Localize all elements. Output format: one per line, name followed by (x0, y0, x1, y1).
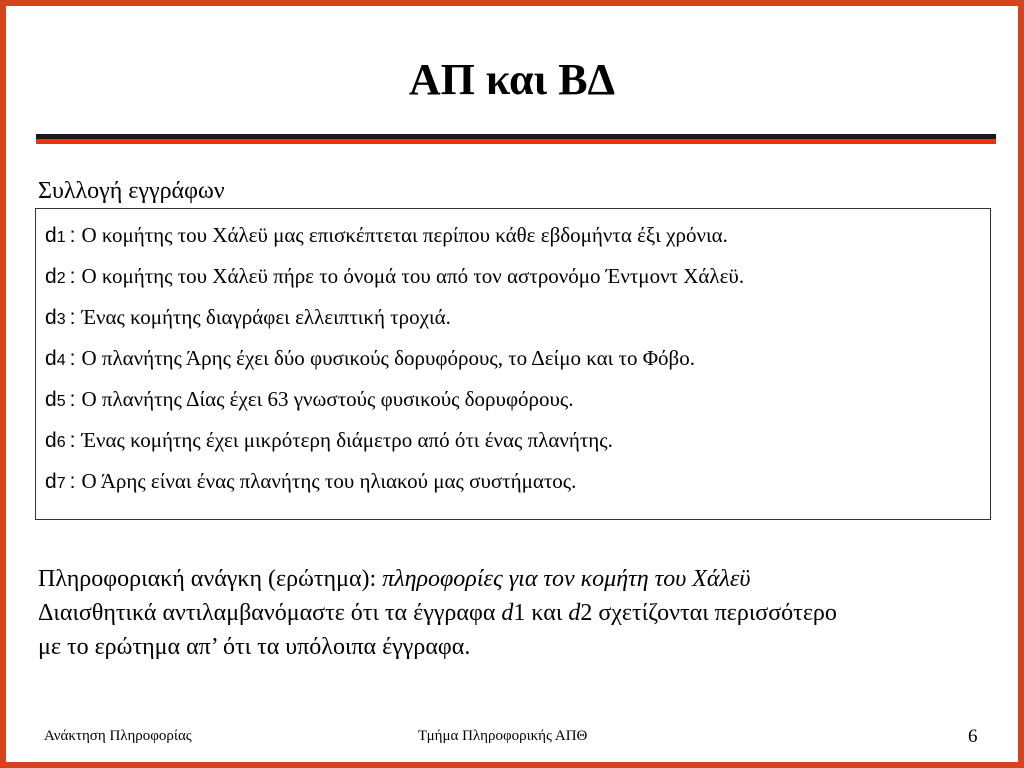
document-text: Ο κομήτης του Χάλεϋ μας επισκέπτεται περίπου κάθε εβδομήντα έξι χρόνια. (81, 223, 728, 247)
documents-box (35, 208, 991, 520)
document-row: d5 : Ο πλανήτης Δίας έχει 63 γνωστούς φυσικούς δορυφόρους. (45, 387, 574, 411)
info-need-label: Πληροφοριακή ανάγκη (ερώτημα): (38, 566, 383, 592)
title-rule-red (36, 139, 996, 144)
document-row: d6 : Ένας κομήτης έχει μικρότερη διάμετρο από ότι ένας πλανήτης. (45, 428, 613, 452)
perception-line-2: με το ερώτημα απ’ ότι τα υπόλοιπα έγγραφα. (38, 634, 471, 660)
document-id: d1 (45, 224, 66, 247)
footer-department: Τμήμα Πληροφορικής ΑΠΘ (418, 728, 588, 744)
document-text: Ο κομήτης του Χάλεϋ πήρε το όνομά του από τον αστρονόμο Έντμοντ Χάλεϋ. (81, 264, 745, 288)
document-row: d7 : Ο Άρης είναι ένας πλανήτης του ηλιακού μας συστήματος. (45, 469, 577, 493)
slide-title: ΑΠ και ΒΔ (408, 55, 616, 104)
collection-label: Συλλογή εγγράφων (38, 178, 225, 204)
perception-line: Διαισθητικά αντιλαμβανόμαστε ότι τα έγγραφα d1 και d2 σχετίζονται περισσότερο (38, 600, 837, 626)
document-text: Ένας κομήτης διαγράφει ελλειπτική τροχιά. (81, 305, 451, 329)
document-id: d6 (45, 429, 66, 452)
document-text: Ένας κομήτης έχει μικρότερη διάμετρο από ότι ένας πλανήτης. (81, 428, 613, 452)
page-number: 6 (968, 726, 978, 747)
footer-course: Ανάκτηση Πληροφορίας (44, 728, 192, 744)
document-id: d5 (45, 388, 66, 411)
document-id: d7 (45, 470, 66, 493)
document-text: Ο πλανήτης Άρης έχει δύο φυσικούς δορυφόρους, το Δείμο και το Φόβο. (81, 346, 695, 370)
information-need (38, 562, 998, 664)
document-row: d1 : Ο κομήτης του Χάλεϋ μας επισκέπτεται περίπου κάθε εβδομήντα έξι χρόνια. (45, 223, 728, 247)
document-row: d2 : Ο κομήτης του Χάλεϋ πήρε το όνομά του από τον αστρονόμο Έντμοντ Χάλεϋ. (45, 264, 745, 288)
document-id: d4 (45, 347, 66, 370)
document-row: d3 : Ένας κομήτης διαγράφει ελλειπτική τροχιά. (45, 305, 451, 329)
document-text: Ο Άρης είναι ένας πλανήτης του ηλιακού μας συστήματος. (81, 469, 577, 493)
document-id: d2 (45, 265, 66, 288)
info-need-query: πληροφορίες για τον κομήτη του Χάλεϋ (382, 566, 751, 592)
document-text: Ο πλανήτης Δίας έχει 63 γνωστούς φυσικούς δορυφόρους. (81, 387, 574, 411)
info-need-line (38, 562, 998, 596)
document-row: d4 : Ο πλανήτης Άρης έχει δύο φυσικούς δορυφόρους, το Δείμο και το Φόβο. (45, 346, 695, 370)
document-id: d3 (45, 306, 66, 329)
